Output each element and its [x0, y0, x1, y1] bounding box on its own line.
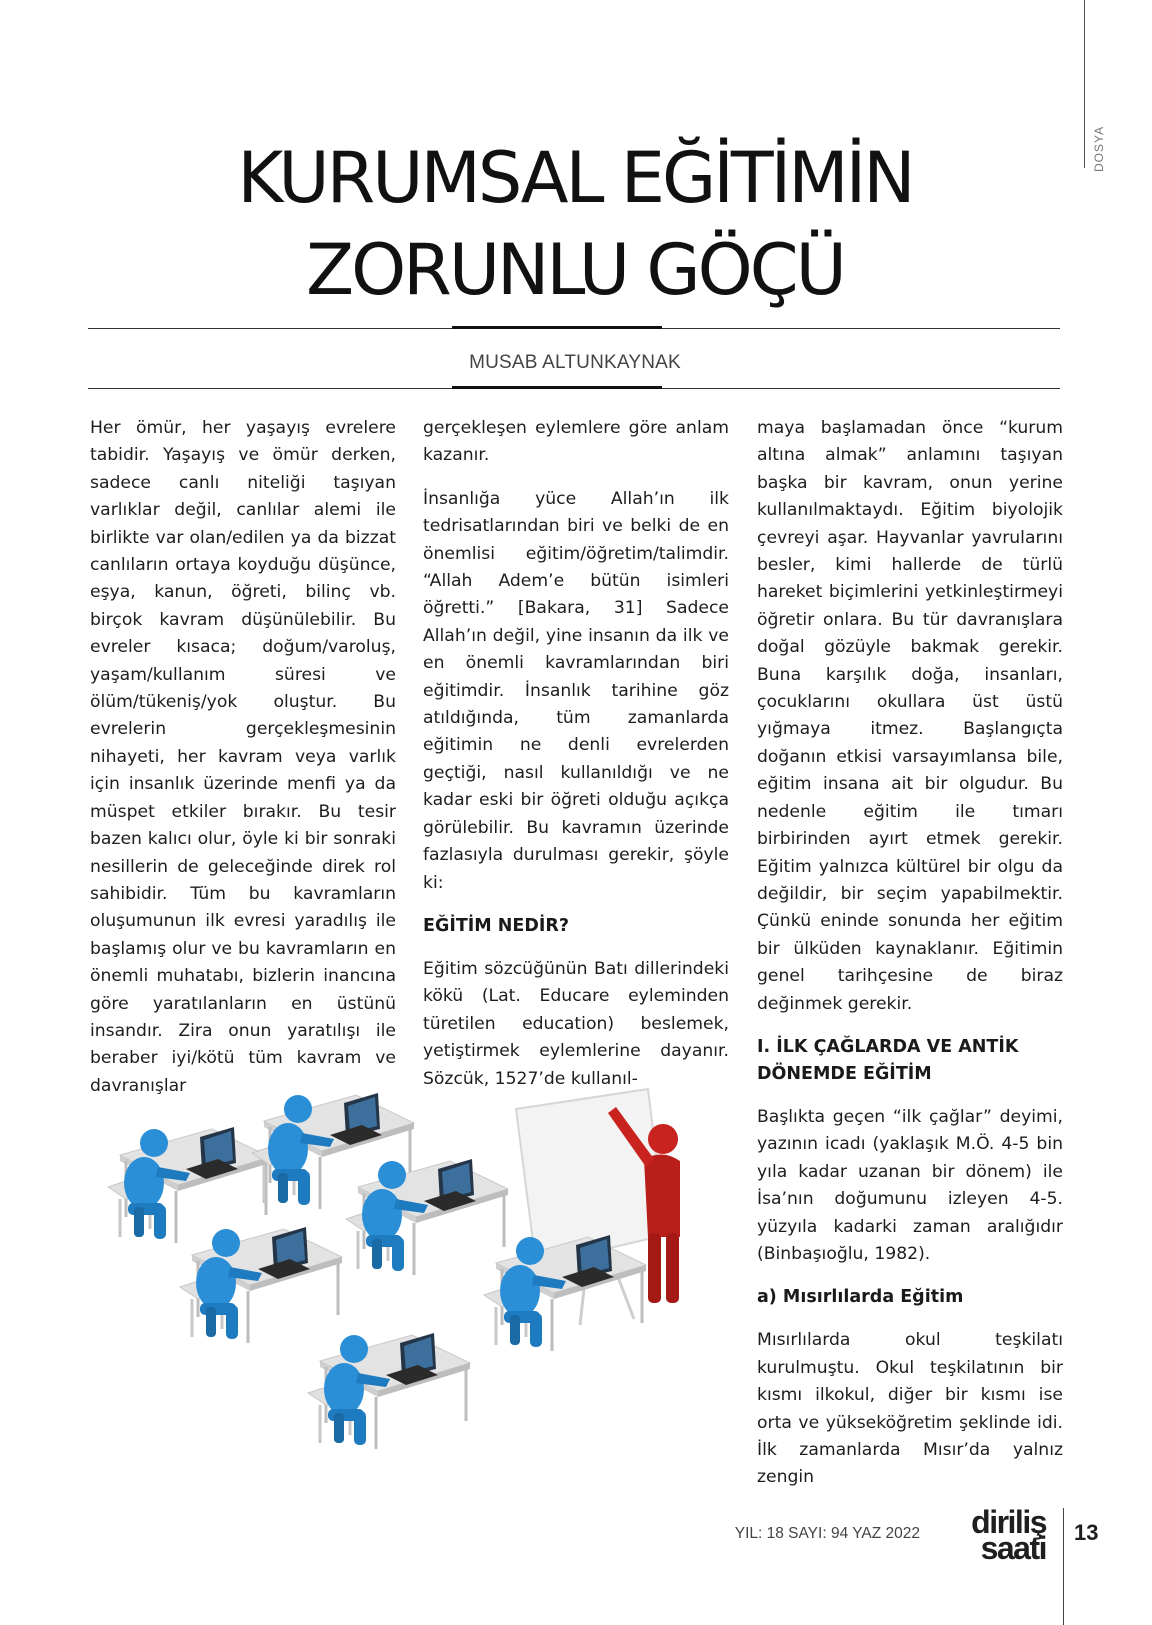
issue-info: YIL: 18 SAYI: 94 YAZ 2022 [734, 1525, 920, 1542]
title-line-2: ZORUNLU GÖÇÜ [306, 229, 844, 311]
logo-line-1: diriliş [971, 1504, 1046, 1540]
title-rule-top-accent [452, 326, 662, 329]
section-heading: I. İLK ÇAĞLARDA VE ANTİK DÖNEMDE EĞİTİM [757, 1036, 1019, 1084]
student-station [346, 1159, 508, 1275]
section-tag: DOSYA [1092, 125, 1106, 172]
footer-rule [1063, 1508, 1064, 1625]
paragraph: gerçekleşen eylemlere göre anlam kazanır. [423, 418, 729, 466]
article-column-3 [757, 415, 1063, 1508]
title-line-1: KURUMSAL EĞİTİMİN [237, 137, 913, 219]
paragraph: Mısırlılarda okul teşkilatı kurulmuştu. Okul teşkilatının bir kısmı ilkokul, diğer bir kısmı ise orta ve yükseköğretim şeklinde idi. İlk zamanlarda Mısır’da yalnız zengin [757, 1330, 1063, 1488]
student-station [180, 1227, 342, 1343]
section-heading: EĞİTİM NEDİR? [423, 915, 570, 936]
student-station [484, 1235, 646, 1351]
paragraph: Eğitim sözcüğünün Batı dillerindeki kökü (Lat. Educare eyleminden türetilen education) beslemek, yetiştirmek eylemlerine dayanır. Sözcük, 1527’de kullanıl- [423, 958, 729, 1089]
paragraph: İnsanlığa yüce Allah’ın ilk tedrisatlarından biri ve belki de en önemlisi eğitim/öğretim/talimdir. “Allah Adem’e bütün isimleri öğretti.” [Bakara, 31] Sadece Allah’ın değil, yine insanın da ilk ve en önemli kavramlarından biri eğitimdir. İnsanlık tarihine göz atıldığında, tüm zamanlarda eğitimin ne denli evrelerden geçtiği, nasıl kullanıldığı ve ne kadar eski bir öğreti olduğu açıkça görülebilir. Bu kavramın üzerinde fazlasıyla durulması gerekir, şöyle ki: [423, 488, 729, 893]
subsection-heading: a) Mısırlılarda Eğitim [757, 1287, 964, 1308]
classroom-illustration [88, 1085, 738, 1485]
paragraph: maya başlamadan önce “kurum altına almak” anlamını taşıyan başka bir kavram, onun yerine kullanılmaktaydı. Eğitim biyolojik çevreyi aşar. Hayvanlar yavrularını besler, kimi hallerde de türlü hareket biçimlerini yetkinleştirmeyi öğretir onlara. Bu tür davranışlara doğal gözüyle bakmak gerekir. Buna karşılık doğa, insanları, çocuklarını okullara üst üstü yığmaya itmez. Başlangıçta doğanın etkisi varsayımlansa bile, eğitim insana ait bir olgudur. Bu nedenle eğitim ile tımarı birbirinden ayırt etmek gerekir. Eğitim yalnızca kültürel bir olgu da değildir, bir seçim yapabilmektir. Çünkü eninde sonunda her eğitim bir ülküden kaynaklanır. Eğitimin genel tarihçesine de biraz değinmek gerekir. [757, 418, 1063, 1014]
author-name: MUSAB ALTUNKAYNAK [469, 352, 681, 373]
article-column-1 [90, 415, 396, 1116]
article-column-2 [423, 415, 729, 1109]
magazine-logo [950, 1504, 1046, 1566]
student-station [108, 1127, 270, 1243]
article-title [90, 132, 1060, 316]
logo-line-2: saati [980, 1530, 1046, 1566]
student-station [308, 1333, 470, 1449]
paragraph: Her ömür, her yaşayış evrelere tabidir. Yaşayış ve ömür derken, sadece canlı niteliği taşıyan varlıklar değil, canlılar alemi ile birlikte var olan/edilen ya da bizzat canlıların ortaya koyduğu düşünce, eşya, kanun, öğreti, bilinç vb. birçok kavram düşünülebilir. Bu evreler kısaca; doğum/varoluş, yaşam/kullanım süresi ve ölüm/tükeniş/yok oluştur. Bu evrelerin gerçekleşmesinin nihayeti, her kavram veya varlık için insanlık üzerinde menfi ya da müspet etkiler bırakır. Bu tesir bazen kalıcı olur, öyle ki bir sonraki nesillerin de geleceğinde direk rol sahibidir. Tüm bu kavramların oluşumunun ilk evresi yaradılış ile başlamış olur ve bu kavramların en önemli muhatabı, bizlerin inancına göre yaratılanların en üstünü insandır. Zira onun yaratılışı ile beraber iyi/kötü tüm kavram ve davranışlar [90, 418, 396, 1096]
side-rule [1084, 0, 1085, 168]
paragraph: Başlıkta geçen “ilk çağlar” deyimi, yazının icadı (yaklaşık M.Ö. 4-5 bin yıla kadar uzanan bir dönem) ile İsa’nın doğumunu izleyen 4-5. yüzyıla kadarki zaman aralığıdır (Binbaşıoğlu, 1982). [757, 1106, 1063, 1264]
title-rule-bottom-accent [452, 386, 662, 389]
page-number: 13 [1074, 1520, 1099, 1545]
